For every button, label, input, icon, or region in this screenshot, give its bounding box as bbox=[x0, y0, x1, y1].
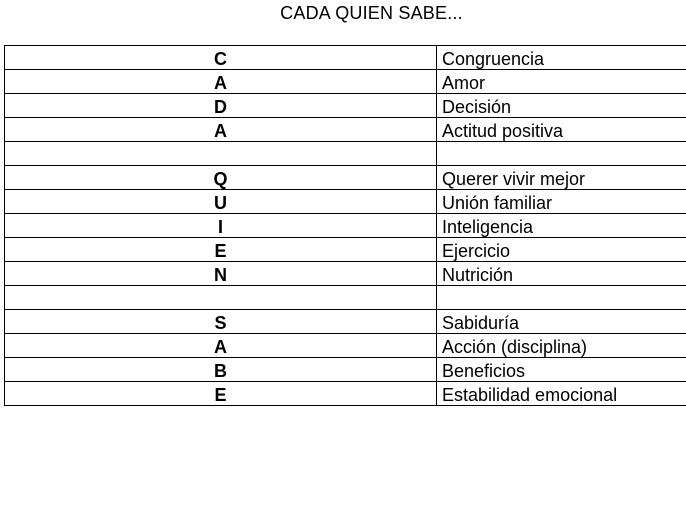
acrostic-word: Nutrición bbox=[437, 262, 686, 286]
table-row-a bbox=[5, 118, 686, 142]
acrostic-table bbox=[4, 45, 686, 406]
acrostic-letter: U bbox=[5, 190, 437, 214]
table-row-d bbox=[5, 94, 686, 118]
acrostic-letter: A bbox=[5, 118, 437, 142]
acrostic-word: Acción (disciplina) bbox=[437, 334, 686, 358]
acrostic-letter: Q bbox=[5, 166, 437, 190]
acrostic-word: Amor bbox=[437, 70, 686, 94]
acrostic-letter: E bbox=[5, 382, 437, 406]
acrostic-word: Estabilidad emocional bbox=[437, 382, 686, 406]
page-title: CADA QUIEN SABE... bbox=[280, 3, 463, 23]
acrostic-letter: N bbox=[5, 262, 437, 286]
table-row-u bbox=[5, 190, 686, 214]
table-row-spacer bbox=[5, 286, 686, 310]
acrostic-word: Ejercicio bbox=[437, 238, 686, 262]
empty-cell bbox=[5, 286, 437, 310]
empty-cell bbox=[5, 142, 437, 166]
acrostic-word: Querer vivir mejor bbox=[437, 166, 686, 190]
acrostic-letter: B bbox=[5, 358, 437, 382]
table-row-b bbox=[5, 358, 686, 382]
acrostic-letter: C bbox=[5, 46, 437, 70]
table-row-c bbox=[5, 46, 686, 70]
acrostic-word: Unión familiar bbox=[437, 190, 686, 214]
acrostic-word: Congruencia bbox=[437, 46, 686, 70]
acrostic-word: Inteligencia bbox=[437, 214, 686, 238]
empty-cell bbox=[437, 142, 686, 166]
acrostic-word: Actitud positiva bbox=[437, 118, 686, 142]
acrostic-letter: A bbox=[5, 70, 437, 94]
table-row-spacer bbox=[5, 142, 686, 166]
acrostic-word: Beneficios bbox=[437, 358, 686, 382]
acrostic-table-body bbox=[5, 46, 686, 406]
table-row-q bbox=[5, 166, 686, 190]
table-row-a bbox=[5, 70, 686, 94]
acrostic-letter: D bbox=[5, 94, 437, 118]
acrostic-letter: S bbox=[5, 310, 437, 334]
acrostic-letter: A bbox=[5, 334, 437, 358]
table-row-e bbox=[5, 238, 686, 262]
table-row-n bbox=[5, 262, 686, 286]
table-row-i bbox=[5, 214, 686, 238]
table-row-e bbox=[5, 382, 686, 406]
acrostic-letter: E bbox=[5, 238, 437, 262]
acrostic-letter: I bbox=[5, 214, 437, 238]
acrostic-word: Decisión bbox=[437, 94, 686, 118]
acrostic-word: Sabiduría bbox=[437, 310, 686, 334]
table-row-a bbox=[5, 334, 686, 358]
empty-cell bbox=[437, 286, 686, 310]
table-row-s bbox=[5, 310, 686, 334]
